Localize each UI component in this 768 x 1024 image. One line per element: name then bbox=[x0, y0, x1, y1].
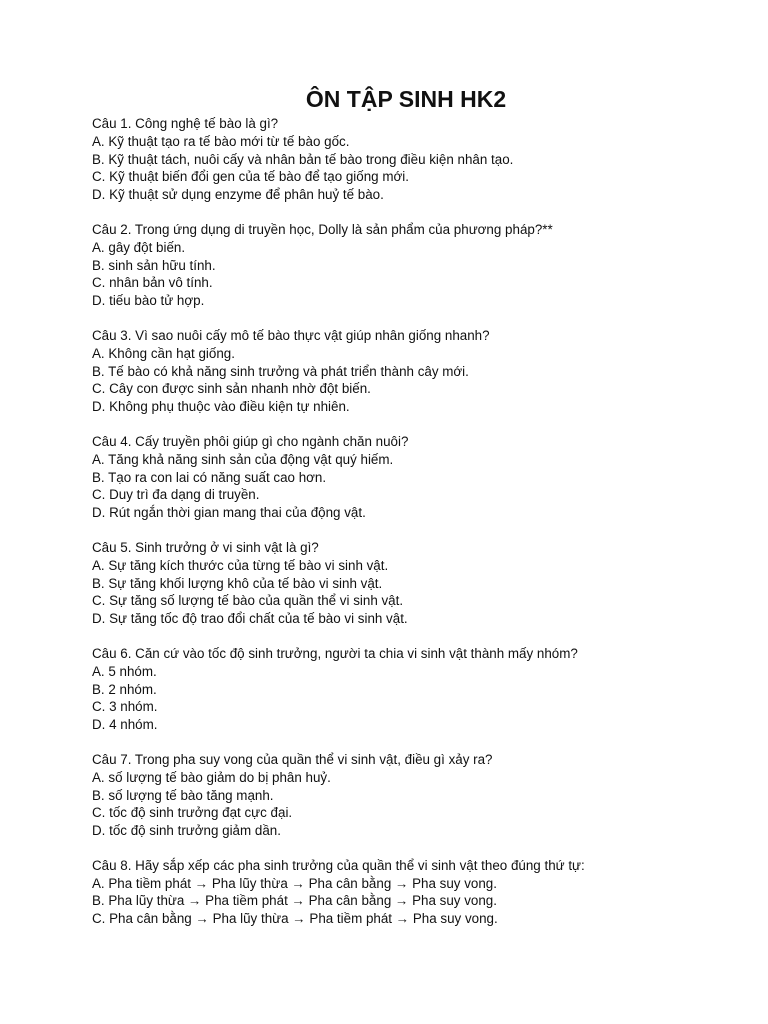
answer-option: B. sinh sản hữu tính. bbox=[92, 257, 216, 273]
answer-option: B. số lượng tế bào tăng mạnh. bbox=[92, 787, 274, 803]
answer-option: C. 3 nhóm. bbox=[92, 699, 158, 715]
answer-option: A. Không cần hạt giống. bbox=[92, 345, 235, 361]
answer-option: D. tiếu bào tử hợp. bbox=[92, 293, 205, 309]
question-text: Câu 1. Công nghệ tế bào là gì? bbox=[92, 116, 279, 131]
answer-option: C. Pha cân bằng → Pha lũy thừa → Pha tiềm phát → Pha suy vong. bbox=[92, 911, 498, 927]
question-1 bbox=[92, 115, 728, 204]
question-6 bbox=[92, 645, 728, 734]
document-title: ÔN TẬP SINH HK2 bbox=[305, 86, 507, 112]
question-text: Câu 5. Sinh trưởng ở vi sinh vật là gì? bbox=[92, 539, 319, 555]
answer-option: C. Sự tăng số lượng tế bào của quần thể vi sinh vật. bbox=[92, 593, 404, 609]
question-2 bbox=[92, 221, 728, 310]
question-text: Câu 6. Căn cứ vào tốc độ sinh trưởng, người ta chia vi sinh vật thành mấy nhóm? bbox=[92, 645, 578, 661]
answer-option: A. Sự tăng kích thước của từng tế bào vi sinh vật. bbox=[92, 557, 389, 573]
answer-option: C. Kỹ thuật biến đổi gen của tế bào để tạo giống mới. bbox=[92, 169, 409, 185]
answer-option: C. Cây con được sinh sản nhanh nhờ đột biến. bbox=[92, 381, 371, 397]
answer-option: A. gây đột biến. bbox=[92, 239, 186, 255]
answer-option: C. nhân bản vô tính. bbox=[92, 275, 213, 291]
question-text: Câu 7. Trong pha suy vong của quần thể vi sinh vật, điều gì xảy ra? bbox=[92, 751, 493, 767]
answer-option: C. Duy trì đa dạng di truyền. bbox=[92, 487, 260, 503]
answer-option: B. Pha lũy thừa → Pha tiềm phát → Pha cân bằng → Pha suy vong. bbox=[92, 893, 497, 909]
answer-option: A. số lượng tế bào giảm do bị phân huỷ. bbox=[92, 769, 331, 785]
question-list bbox=[92, 115, 728, 928]
answer-option: B. Tạo ra con lai có năng suất cao hơn. bbox=[92, 469, 327, 485]
answer-option: D. 4 nhóm. bbox=[92, 717, 158, 733]
answer-option: A. 5 nhóm. bbox=[92, 663, 157, 679]
answer-option: D. Kỹ thuật sử dụng enzyme để phân huỷ tế bào. bbox=[92, 187, 384, 203]
answer-option: D. Rút ngắn thời gian mang thai của động vật. bbox=[92, 505, 366, 521]
answer-option: D. Không phụ thuộc vào điều kiện tự nhiên. bbox=[92, 399, 350, 415]
answer-option: A. Kỹ thuật tạo ra tế bào mới từ tế bào gốc. bbox=[92, 133, 350, 149]
question-3 bbox=[92, 327, 728, 416]
question-text: Câu 8. Hãy sắp xếp các pha sinh trưởng của quần thể vi sinh vật theo đúng thứ tự: bbox=[92, 857, 585, 873]
answer-option: B. Sự tăng khối lượng khô của tế bào vi sinh vật. bbox=[92, 575, 383, 591]
question-text: Câu 2. Trong ứng dụng di truyền học, Dolly là sản phẩm của phương pháp?** bbox=[92, 221, 553, 237]
answer-option: D. tốc độ sinh trưởng giảm dần. bbox=[92, 823, 281, 839]
question-8 bbox=[92, 857, 728, 928]
question-7 bbox=[92, 751, 728, 840]
answer-option: B. 2 nhóm. bbox=[92, 681, 157, 697]
answer-option: B. Kỹ thuật tách, nuôi cấy và nhân bản tế bào trong điều kiện nhân tạo. bbox=[92, 151, 514, 167]
question-text: Câu 3. Vì sao nuôi cấy mô tế bào thực vật giúp nhân giống nhanh? bbox=[92, 327, 490, 343]
question-4 bbox=[92, 433, 728, 522]
answer-option: A. Tăng khả năng sinh sản của động vật quý hiếm. bbox=[92, 451, 394, 467]
answer-option: D. Sự tăng tốc độ trao đổi chất của tế bào vi sinh vật. bbox=[92, 611, 408, 627]
answer-option: B. Tế bào có khả năng sinh trưởng và phát triển thành cây mới. bbox=[92, 363, 469, 379]
question-text: Câu 4. Cấy truyền phôi giúp gì cho ngành chăn nuôi? bbox=[92, 433, 409, 449]
answer-option: C. tốc độ sinh trưởng đạt cực đại. bbox=[92, 805, 293, 821]
answer-option: A. Pha tiềm phát → Pha lũy thừa → Pha cân bằng → Pha suy vong. bbox=[92, 875, 497, 891]
question-5 bbox=[92, 539, 728, 628]
